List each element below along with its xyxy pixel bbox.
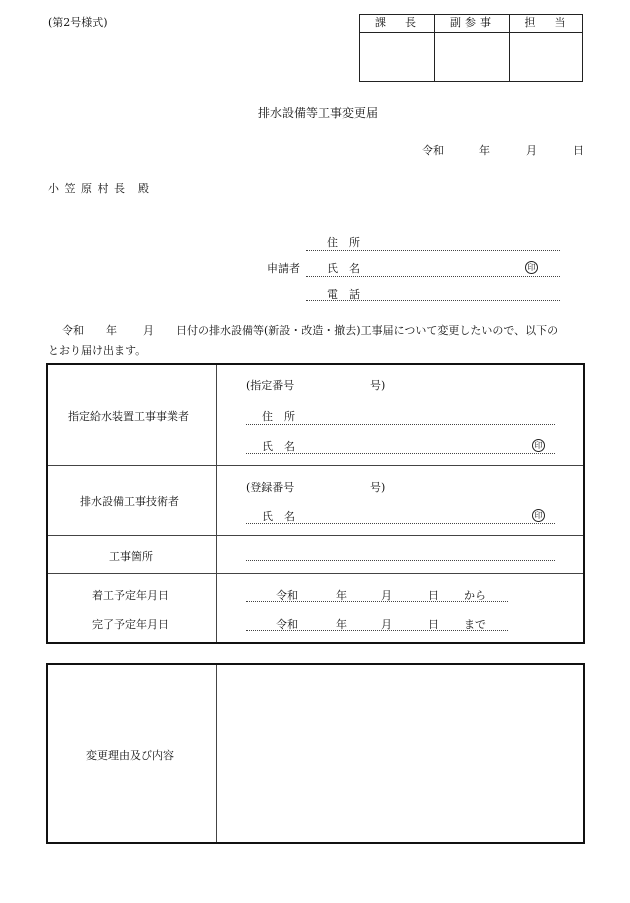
contractor-name-line[interactable] (246, 453, 555, 454)
start-month: 月 (381, 589, 392, 602)
contractor-seal-icon: 印 (532, 439, 545, 452)
applicant-name-line[interactable] (306, 276, 560, 277)
row-divider-3 (48, 573, 583, 574)
engineer-name-label: 氏 名 (262, 510, 295, 523)
approval-header (360, 15, 582, 33)
start-suffix: から (464, 589, 486, 602)
contractor-label: 指定給水装置工事事業者 (68, 410, 189, 423)
applicant-phone-line[interactable] (306, 300, 560, 301)
approval-label-deputy: 副参事 (450, 16, 495, 29)
date-month: 月 (526, 144, 537, 157)
document-title: 排水設備等工事変更届 (258, 106, 379, 120)
body-month: 月 (143, 324, 154, 337)
approval-label-staff: 担 当 (524, 16, 570, 29)
end-era: 令和 (276, 618, 298, 631)
applicant-address-label: 住 所 (327, 236, 360, 249)
end-date-line[interactable] (246, 630, 508, 631)
location-label: 工事箇所 (109, 550, 153, 563)
engineer-name-line[interactable] (246, 523, 555, 524)
start-year: 年 (336, 589, 347, 602)
location-line[interactable] (246, 560, 555, 561)
form-number: (第2号様式) (48, 16, 108, 29)
addressee: 小 笠 原 村 長 殿 (48, 182, 150, 195)
engineer-label: 排水設備工事技術者 (80, 495, 179, 508)
table-divider (216, 365, 217, 642)
reason-divider (216, 665, 217, 842)
end-day: 日 (428, 618, 439, 631)
end-year: 年 (336, 618, 347, 631)
row-divider-2 (48, 535, 583, 536)
contractor-address-line[interactable] (246, 424, 555, 425)
end-date-label: 完了予定年月日 (92, 618, 169, 631)
reason-label: 変更理由及び内容 (86, 749, 174, 762)
body-era: 令和 (62, 324, 84, 337)
end-suffix: まで (464, 618, 486, 631)
approval-label-section-chief: 課 長 (375, 16, 420, 29)
applicant-seal-icon: 印 (525, 261, 538, 274)
contractor-number-label: (指定番号 (246, 379, 295, 392)
start-date-line[interactable] (246, 601, 508, 602)
contractor-name-label: 氏 名 (262, 440, 295, 453)
start-date-label: 着工予定年月日 (92, 589, 169, 602)
body-year: 年 (106, 324, 117, 337)
date-year: 年 (479, 144, 490, 157)
contractor-number-suffix: 号) (370, 379, 386, 392)
details-table (46, 363, 585, 644)
applicant-phone-label: 電 話 (327, 288, 360, 301)
date-day: 日 (573, 144, 584, 157)
body-line2-text: とおり届け出ます。 (48, 344, 147, 357)
reason-box (46, 663, 585, 844)
approval-stamp-box (359, 14, 583, 82)
applicant-address-line[interactable] (306, 250, 560, 251)
reason-content-area[interactable] (218, 665, 583, 842)
start-day: 日 (428, 589, 439, 602)
body-line1-text: 日付の排水設備等(新設・改造・撤去)工事届について変更したいので、以下の (176, 324, 559, 337)
applicant-label: 申請者 (267, 262, 300, 275)
end-month: 月 (381, 618, 392, 631)
engineer-seal-icon: 印 (532, 509, 545, 522)
engineer-number-label: (登録番号 (246, 481, 295, 494)
engineer-number-suffix: 号) (370, 481, 386, 494)
applicant-name-label: 氏 名 (327, 262, 360, 275)
contractor-address-label: 住 所 (262, 410, 295, 423)
start-era: 令和 (276, 589, 298, 602)
date-era: 令和 (422, 144, 444, 157)
row-divider-1 (48, 465, 583, 466)
